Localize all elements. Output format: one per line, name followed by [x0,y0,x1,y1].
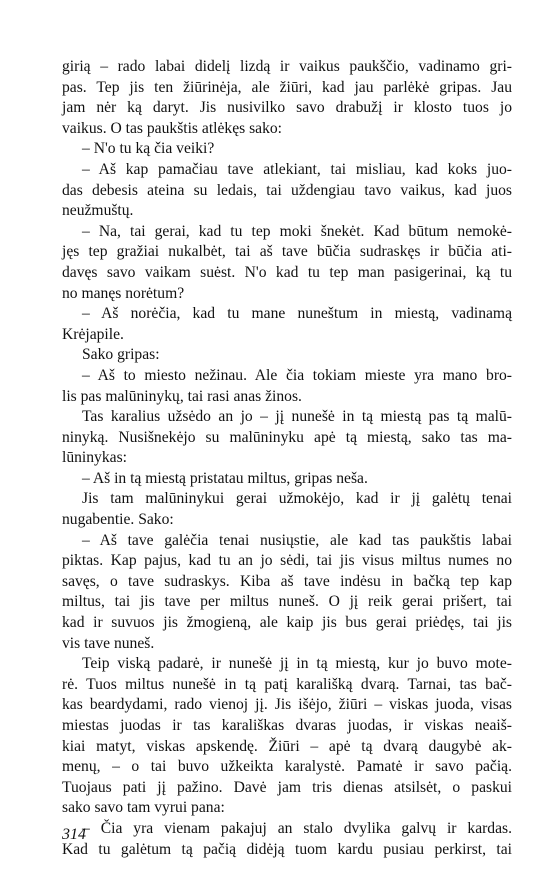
text-line: – N'o tu ką čia veiki? [82,140,215,158]
text-line: piktas. Kap pajus, kad tu an jo sėdi, tai jis visus miltus numes no [62,552,512,570]
text-line: Kad tu galėtum tą pačią didėją tuom kardu pusiau perkirst, tai [62,840,512,858]
text-line: miestas juodas ir tas karališkas dvaras juodas, ir viskas neaiš- [62,717,512,734]
text-line: vis tave nuneš. [62,634,155,652]
text-line: neužmuštų. [62,202,134,220]
text-line: rė. Tuos miltus nunešė in tą patį karališką dvarą. Tarnai, tas bač- [62,675,512,693]
text-line: – Aš tave galėčia tenai nusiųstie, ale kad tas paukštis labai [82,531,512,549]
text-line: jęs tep gražiai nukalbėt, tai aš tave būčia sudraskęs ir būčia ati- [62,243,512,261]
text-line: davęs savo vaikam suėst. N'o kad tu tep man pasigerinai, ką tu [62,263,512,281]
page-body [62,57,512,860]
text-line: kas beardydami, rado vienoj jį. Jis išėjo, žiūri – viskas juoda, visas [62,696,512,714]
text-line: das debesis ateina su ledais, tai uždengiau tavo vaikus, kad juos [62,181,512,199]
text-line: Tuojaus pati jį pažino. Davė jam tris dienas atsilsėt, o paskui [62,778,512,796]
text-line: ninyką. Nusišnekėjo su malūninyku apė tą miestą, sako tas ma- [62,428,512,446]
text-line: menų, – o tai buvo užkeikta karalystė. Pamatė ir savo pačią. [62,758,512,776]
page-number: 314 [62,826,86,843]
text-line: – Aš to miesto nežinau. Ale čia tokiam mieste yra mano bro- [82,366,512,384]
text-line: – Aš in tą miestą pristatau miltus, gripas neša. [82,469,368,487]
text-line: pas. Tep jis ten žiūrinėja, ale žiūri, kad jau parlėkė gripas. Jau [62,78,512,96]
text-line: nugabentie. Sako: [62,511,174,529]
text-line: Krėjapile. [62,325,124,343]
text-line: miltus, tai jis tave per miltus nuneš. O jį reik gerai prišert, tai [62,593,512,611]
text-line: savęs, o tave sudraskys. Kiba aš tave indėsu in bačką tep kap [62,572,512,590]
text-line: sako savo tam vyrui pana: [62,799,225,817]
text-line: no manęs norėtum? [62,284,185,302]
text-line: lūninykas: [62,449,127,467]
text-line: vaikus. O tas paukštis atlėkęs sako: [62,119,283,137]
text-line: Tas karalius užsėdo an jo – jį nunešė in tą miestą pas tą malū- [82,408,512,426]
text-line: Jis tam malūninykui gerai užmokėjo, kad ir jį galėtų tenai [82,490,512,508]
text-line: Sako gripas: [82,346,160,364]
text-line: kad ir suvuos jis žmogieną, ale kaip jis bus gerai priėdęs, tai jis [62,614,512,632]
text-line: – Čia yra vienam pakajuj an stalo dvylika galvų ir kardas. [82,819,512,837]
text-line: – Aš kap pamačiau tave atlekiant, tai misliau, kad koks juo- [82,160,512,178]
text-line: jam nėr ką daryt. Jis nusivilko savo drabužį ir klosto tuos jo [62,99,512,117]
text-line: Teip viską padarė, ir nunešė jį in tą miestą, kur jo buvo mote- [82,655,512,673]
text-line: girią – rado labai didelį lizdą ir vaikus paukščio, vadinamo gri- [62,58,512,75]
text-line: – Aš norėčia, kad tu mane nuneštum in miestą, vadinamą [82,305,512,323]
text-line: lis pas malūninykų, tai rasi anas žinos. [62,387,302,405]
text-line: kiai matyt, viskas apskendę. Žiūri – apė tą dvarą daugybė ak- [62,737,512,755]
text-line: – Na, tai gerai, kad tu tep moki šnekėt. Kad būtum nemokė- [82,222,512,240]
